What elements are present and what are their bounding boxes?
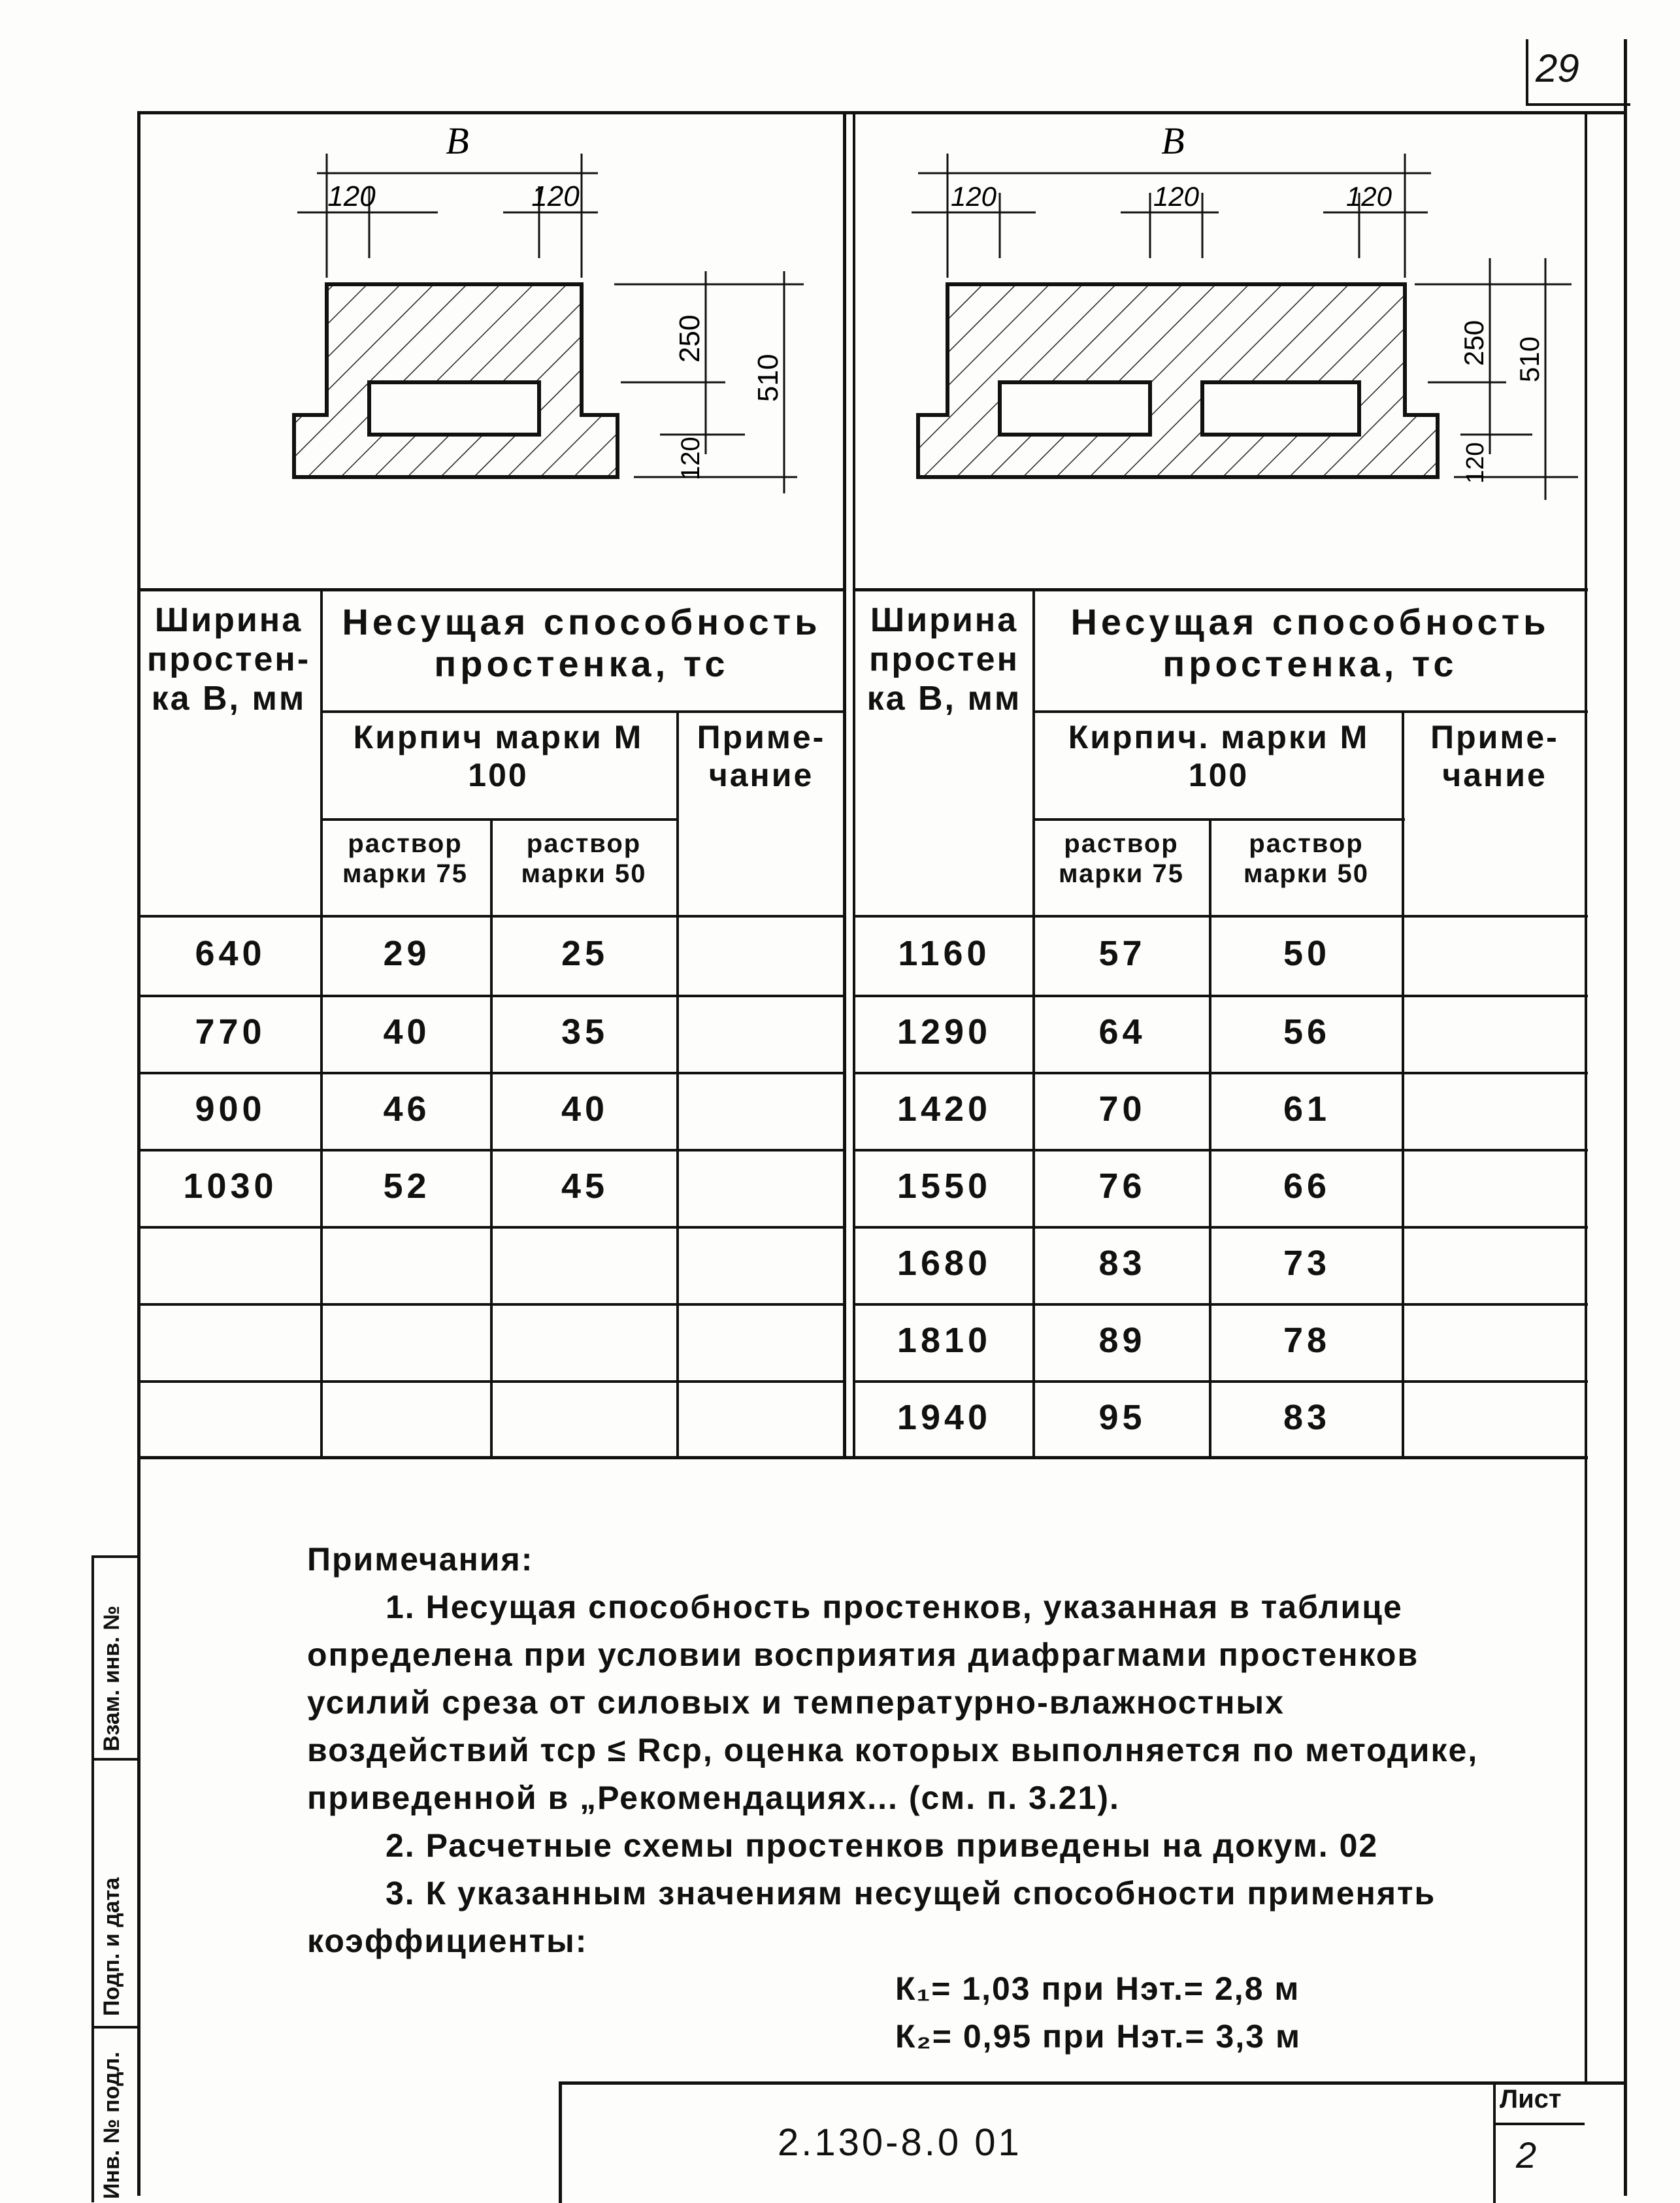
table-cell: 50 [1283,934,1331,973]
note-k2: К₂= 0,95 при Нэт.= 3,3 м [895,2018,1301,2055]
table-cell: 45 [561,1167,609,1206]
stamp-podp-data: Подп. и дата [99,1877,124,2016]
table-cell: 52 [383,1167,431,1206]
right-col-width-header: Ширина простен ка В, мм [866,601,1022,718]
table-cell: 61 [1283,1089,1331,1129]
right-dim-120-b: 120 [1153,181,1200,212]
sheet-number: 2 [1516,2134,1537,2176]
stamp-inv-podl: Инв. № подл. [99,2051,124,2199]
notes-block [307,1536,1483,2061]
right-brick-header: Кирпич. марки М 100 [1068,719,1370,793]
table-cell: 64 [1098,1012,1146,1052]
left-dim-120-a: 120 [327,180,376,212]
left-mortar50-header: раствор марки 50 [521,829,647,888]
table-cell: 1160 [898,934,991,973]
page-number-underline [1526,103,1630,106]
table-bottom [137,1456,1588,1459]
table-cell: 25 [561,934,609,973]
right-section-drawing [853,114,1585,520]
frame-right-inner [1585,111,1587,2085]
left-col-width-header: Ширина простен-ка В, мм [146,601,311,718]
note-3: 3. К указанным значениям несущей способности применять коэффициенты: [307,1875,1436,1959]
right-dim-510: 510 [1514,336,1545,382]
note-2: 2. Расчетные схемы простенков приведены на докум. 02 [386,1827,1379,1864]
left-brick-header: Кирпич марки М 100 [353,719,644,793]
table-cell: 66 [1283,1167,1331,1206]
right-mortar75-header: раствор марки 75 [1059,829,1184,888]
left-dim-120-b: 120 [531,180,580,212]
notes-title: Примечания: [307,1541,534,1578]
table-cell: 89 [1098,1321,1146,1360]
left-capacity-header: Несущая способность простенка, тс [342,601,821,685]
sheet-label: Лист [1500,2085,1562,2113]
center-divider [843,111,846,1457]
table-cell: 35 [561,1012,609,1052]
table-cell: 1420 [897,1089,992,1129]
table-cell: 1940 [897,1398,992,1437]
right-capacity-header: Несущая способность простенка, тс [1070,601,1550,685]
table-cell: 73 [1283,1244,1331,1283]
right-dim-120-side: 120 [1462,442,1489,484]
left-section-drawing [137,114,843,520]
note-1: 1. Несущая способность простенков, указанная в таблице определена при условии восприятия диафрагмами простенков усилий среза от силовых и температурно-влажностных воздействий τср ≤ Rср, оценка которых выполняется по методике, приведенной в „Рекомендациях... (см. п. 3.21). [307,1589,1479,1816]
table-cell: 46 [383,1089,431,1129]
table-cell: 83 [1283,1398,1331,1437]
left-dim-250: 250 [674,314,706,363]
right-mortar50-header: раствор марки 50 [1244,829,1369,888]
left-dim-120-side: 120 [676,437,705,480]
table-cell: 57 [1098,934,1146,973]
table-cell: 1290 [897,1012,992,1052]
table-cell: 29 [383,934,431,973]
left-mortar75-header: раствор марки 75 [342,829,468,888]
table-cell: 76 [1098,1167,1146,1206]
table-cell: 1680 [897,1244,992,1283]
table-cell: 83 [1098,1244,1146,1283]
table-cell: 1550 [897,1167,992,1206]
table-cell: 1810 [897,1321,992,1360]
table-cell: 900 [195,1089,266,1129]
table-cell: 95 [1098,1398,1146,1437]
stamp-vzam: Взам. инв. № [99,1605,124,1751]
left-dim-b: B [446,120,469,162]
table-cell: 78 [1283,1321,1331,1360]
left-dim-510: 510 [752,354,784,402]
frame-right-outer [1624,39,1627,2196]
right-dim-120-c: 120 [1345,181,1392,212]
left-note-header: Приме-чание [697,719,826,793]
page-number-divider [1526,39,1528,105]
right-dim-120-a: 120 [950,181,997,212]
table-cell: 1030 [183,1167,278,1206]
table-cell: 40 [561,1089,609,1129]
table-cell: 56 [1283,1012,1331,1052]
right-dim-250: 250 [1458,320,1489,366]
right-note-header: Приме-чание [1430,719,1559,793]
right-dim-b: B [1161,120,1185,162]
note-k1: К₁= 1,03 при Нэт.= 2,8 м [895,1970,1300,2007]
table-cell: 640 [195,934,266,973]
table-cell: 40 [383,1012,431,1052]
table-cell: 70 [1098,1089,1146,1129]
page-number: 29 [1536,46,1579,90]
document-code: 2.130-8.0 01 [778,2121,1022,2164]
table-cell: 770 [195,1012,266,1052]
